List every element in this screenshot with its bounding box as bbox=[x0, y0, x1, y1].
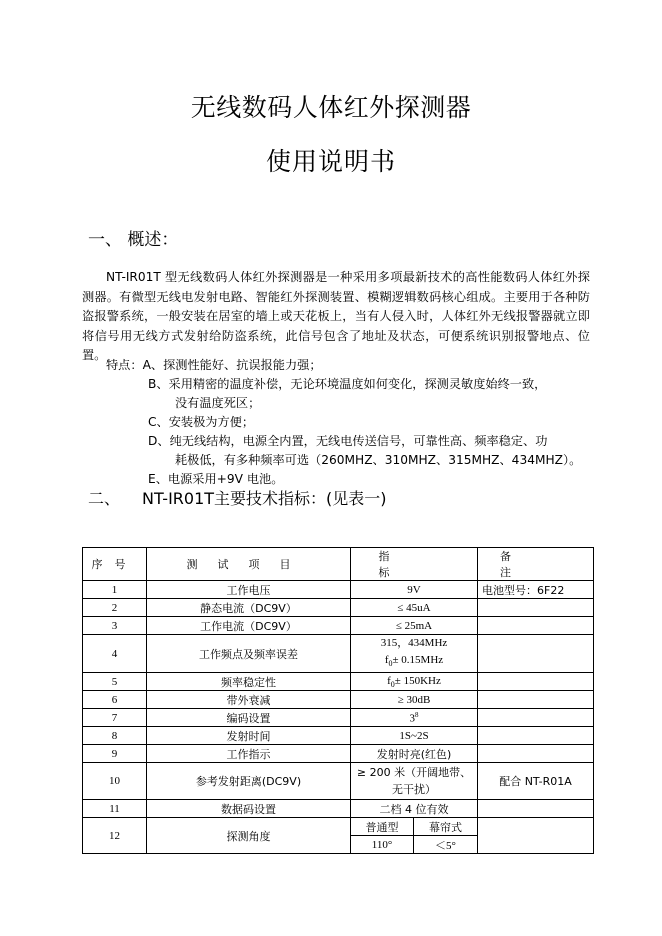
row-no: 10 bbox=[83, 763, 147, 800]
row-note bbox=[478, 745, 594, 763]
row-note: 配合 NT-R01A bbox=[478, 763, 594, 800]
section-heading-overview: 一、 概述： bbox=[88, 230, 179, 250]
row-note: 电池型号：6F22 bbox=[478, 581, 594, 599]
row-note bbox=[478, 599, 594, 617]
row-value: $3^8$ bbox=[351, 709, 478, 727]
row-value: 二档 4 位有效 bbox=[351, 800, 478, 818]
table-header-row bbox=[83, 548, 594, 581]
row-value-line1: 315，434MHz bbox=[380, 637, 448, 649]
row-value: $f_0\pm 150KHz$ bbox=[351, 673, 478, 691]
angle-value-curtain: ＜5° bbox=[414, 836, 478, 854]
row-item: 工作电流（DC9V） bbox=[147, 617, 351, 635]
table-row bbox=[83, 709, 594, 727]
row-item: 静态电流（DC9V） bbox=[147, 599, 351, 617]
table-row bbox=[83, 745, 594, 763]
row-value: 9V bbox=[351, 581, 478, 599]
row-no: 7 bbox=[83, 709, 147, 727]
table-row bbox=[83, 800, 594, 818]
header-no: 序号 bbox=[83, 548, 147, 581]
row-note bbox=[478, 727, 594, 745]
row-value bbox=[351, 635, 478, 673]
angle-value-normal: 110° bbox=[351, 836, 414, 854]
row-value: ≤ 25mA bbox=[351, 617, 478, 635]
section2-heading: NT-IR01T主要技术指标：(见表一) bbox=[142, 489, 387, 508]
feature-b-line2: 没有温度死区； bbox=[175, 396, 261, 410]
row-item: 参考发射距离(DC9V) bbox=[147, 763, 351, 800]
row-value-line1: ≥ 200 米（开阔地带、 bbox=[356, 766, 472, 780]
feature-e: E、电源采用+9V 电池。 bbox=[148, 472, 284, 486]
row-value-line2: 无干扰） bbox=[392, 783, 436, 797]
feature-b-line1: B、采用精密的温度补偿，无论环境温度如何变化，探测灵敏度始终一致， bbox=[148, 377, 547, 391]
document-title: 无线数码人体红外探测器 bbox=[190, 93, 472, 122]
row-no: 5 bbox=[83, 673, 147, 691]
feature-a: A、探测性能好、抗误报能力强； bbox=[142, 358, 322, 372]
row-value: ≥ 30dB bbox=[351, 691, 478, 709]
section-heading-specs bbox=[88, 486, 387, 509]
header-item: 测试项目 bbox=[147, 548, 351, 581]
table-row bbox=[83, 763, 594, 800]
row-item: 带外衰减 bbox=[147, 691, 351, 709]
intro-paragraph bbox=[82, 268, 590, 366]
row-item: 编码设置 bbox=[147, 709, 351, 727]
row-no: 1 bbox=[83, 581, 147, 599]
row-value bbox=[351, 763, 478, 800]
row-no: 3 bbox=[83, 617, 147, 635]
row-no: 4 bbox=[83, 635, 147, 673]
row-note bbox=[478, 709, 594, 727]
document-subtitle: 使用说明书 bbox=[265, 147, 396, 176]
row-no: 12 bbox=[83, 818, 147, 854]
row-note bbox=[478, 635, 594, 673]
row-item: 工作频点及频率误差 bbox=[147, 635, 351, 673]
section2-prefix: 二、 bbox=[88, 489, 121, 508]
row-item: 发射时间 bbox=[147, 727, 351, 745]
feature-d-line2: 耗极低，有多种频率可选（260MHZ、310MHZ、315MHZ、434MHZ）。 bbox=[175, 453, 582, 467]
row-value: 1S~2S bbox=[351, 727, 478, 745]
row-value: ≤ 45uA bbox=[351, 599, 478, 617]
table-row bbox=[83, 691, 594, 709]
table-row bbox=[83, 581, 594, 599]
row-no: 9 bbox=[83, 745, 147, 763]
table-row bbox=[83, 617, 594, 635]
table-row bbox=[83, 818, 594, 836]
row-no: 8 bbox=[83, 727, 147, 745]
header-note: 备注 bbox=[478, 548, 594, 581]
row-no: 6 bbox=[83, 691, 147, 709]
intro-text: NT-IR01T 型无线数码人体红外探测器是一种采用多项最新技术的高性能数码人体红外探测器。有微型无线电发射电路、智能红外探测装置、模糊逻辑数码核心组成。主要用于各种防盗报警系统，一般安装在居室的墙上或天花板上，当有人侵入时，人体红外无线报警器就立即将信号用无线方式发射给防盗系统，此信号包含了地址及状态，可便系统识别报警地点、位置。 bbox=[82, 270, 590, 363]
row-item: 频率稳定性 bbox=[147, 673, 351, 691]
header-value: 指标 bbox=[351, 548, 478, 581]
row-note bbox=[478, 818, 594, 854]
feature-d-line1: D、纯无线结构，电源全内置，无线电传送信号，可靠性高、频率稳定、功 bbox=[148, 434, 548, 448]
feature-c: C、安装极为方便； bbox=[148, 415, 255, 429]
row-item: 工作电压 bbox=[147, 581, 351, 599]
row-note bbox=[478, 673, 594, 691]
row-note bbox=[478, 800, 594, 818]
row-value-line2: $f_0\pm 0.15MHz$ bbox=[384, 654, 444, 669]
features-label: 特点： bbox=[106, 358, 143, 372]
angle-type-curtain: 幕帘式 bbox=[414, 818, 478, 836]
row-item: 数据码设置 bbox=[147, 800, 351, 818]
angle-type-normal: 普通型 bbox=[351, 818, 414, 836]
row-no: 2 bbox=[83, 599, 147, 617]
row-value: 发射时亮(红色) bbox=[351, 745, 478, 763]
spec-table bbox=[82, 547, 594, 854]
table-row bbox=[83, 727, 594, 745]
feature-a-line bbox=[106, 356, 322, 376]
row-note bbox=[478, 617, 594, 635]
row-no: 11 bbox=[83, 800, 147, 818]
table-row bbox=[83, 599, 594, 617]
table-row bbox=[83, 673, 594, 691]
row-note bbox=[478, 691, 594, 709]
table-row bbox=[83, 635, 594, 673]
row-item: 工作指示 bbox=[147, 745, 351, 763]
row-item: 探测角度 bbox=[147, 818, 351, 854]
